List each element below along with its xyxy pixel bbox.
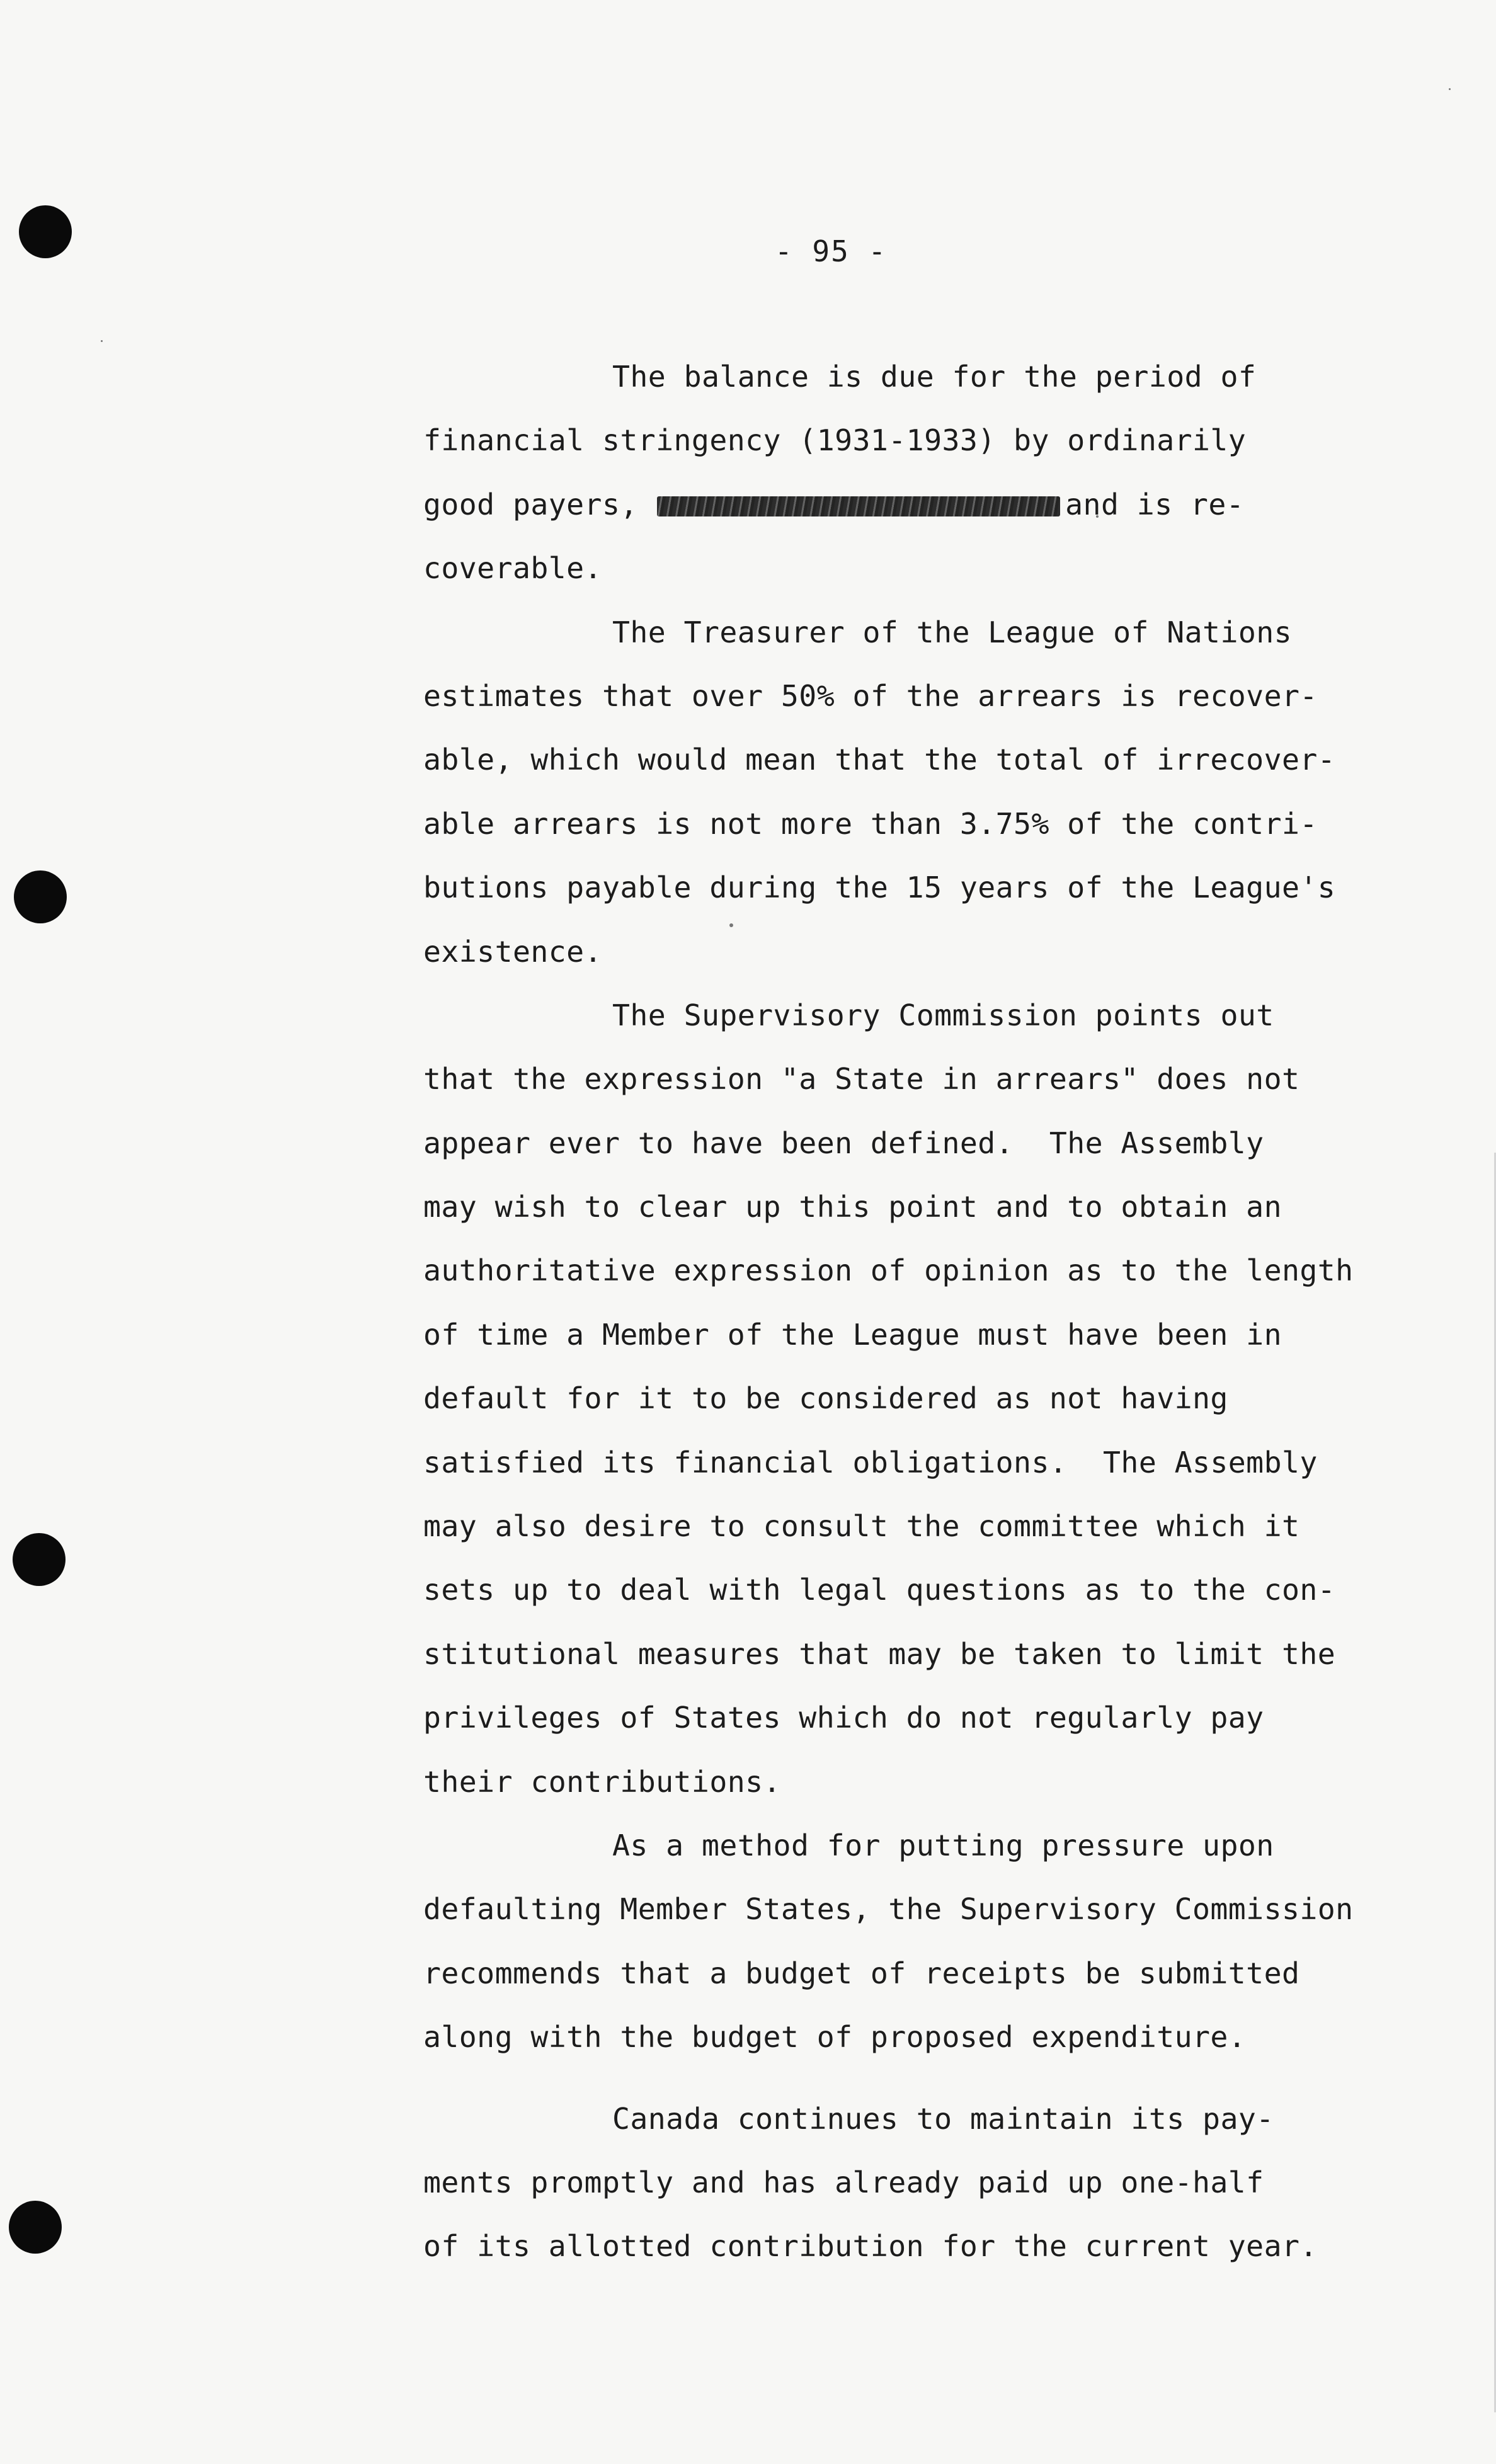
text-line: privileges of States which do not regularly pay xyxy=(423,1701,1264,1735)
text-line-with-redaction xyxy=(423,473,1431,537)
paragraph xyxy=(423,984,1431,1814)
text-line: appear ever to have been defined. The Assembly xyxy=(423,1126,1264,1160)
text-line: estimates that over 50% of the arrears is recover- xyxy=(423,678,1318,713)
text-line: stitutional measures that may be taken to limit the xyxy=(423,1636,1336,1671)
text-line: of its allotted contribution for the current year. xyxy=(423,2229,1318,2264)
document-body xyxy=(423,345,1431,2279)
text-line: butions payable during the 15 years of the League's xyxy=(423,870,1336,905)
text-line: Canada continues to maintain its pay- xyxy=(612,2101,1274,2136)
text-line: As a method for putting pressure upon xyxy=(612,1828,1274,1862)
punch-hole xyxy=(13,1533,66,1586)
text-line: able arrears is not more than 3.75% of the contri- xyxy=(423,806,1318,841)
text-line: able, which would mean that the total of irrecover- xyxy=(423,743,1336,777)
text-fragment: and is re- xyxy=(1065,487,1245,522)
text-line: along with the budget of proposed expenditure. xyxy=(423,2020,1247,2055)
text-line: The Supervisory Commission points out xyxy=(612,998,1274,1032)
punch-hole xyxy=(9,2201,62,2254)
text-line: may also desire to consult the committee which it xyxy=(423,1509,1300,1544)
text-line: recommends that a budget of receipts be submitted xyxy=(423,1956,1300,1990)
text-line: The balance is due for the period of xyxy=(612,360,1257,394)
text-line: that the expression "a State in arrears" does not xyxy=(423,1062,1300,1097)
paragraph xyxy=(423,345,1431,601)
paragraph xyxy=(423,1814,1431,2070)
text-line: default for it to be considered as not having xyxy=(423,1381,1228,1416)
redacted-text xyxy=(657,496,1060,516)
text-line: financial stringency (1931-1933) by ordinarily xyxy=(423,423,1247,458)
punch-hole xyxy=(19,205,72,258)
text-line: The Treasurer of the League of Nations xyxy=(612,615,1293,649)
paragraph-spacer xyxy=(423,2070,1431,2087)
text-line: defaulting Member States, the Supervisory Commission xyxy=(423,1892,1354,1927)
text-line: authoritative expression of opinion as to the length xyxy=(423,1253,1354,1288)
paragraph xyxy=(423,2087,1431,2279)
text-line: coverable. xyxy=(423,551,602,586)
paragraph xyxy=(423,601,1431,984)
speck xyxy=(101,340,103,342)
text-line: sets up to deal with legal questions as to the con- xyxy=(423,1573,1336,1607)
text-line: their contributions. xyxy=(423,1764,781,1799)
speck xyxy=(1449,88,1451,90)
text-fragment: good payers, xyxy=(423,487,638,522)
punch-hole xyxy=(14,870,67,923)
text-line: of time a Member of the League must have been in xyxy=(423,1317,1282,1352)
text-line: may wish to clear up this point and to obtain an xyxy=(423,1190,1282,1224)
text-line: ments promptly and has already paid up one-half xyxy=(423,2165,1264,2199)
page-number: - 95 - xyxy=(775,234,888,268)
text-line: satisfied its financial obligations. The Assembly xyxy=(423,1445,1318,1480)
text-line: existence. xyxy=(423,934,602,969)
